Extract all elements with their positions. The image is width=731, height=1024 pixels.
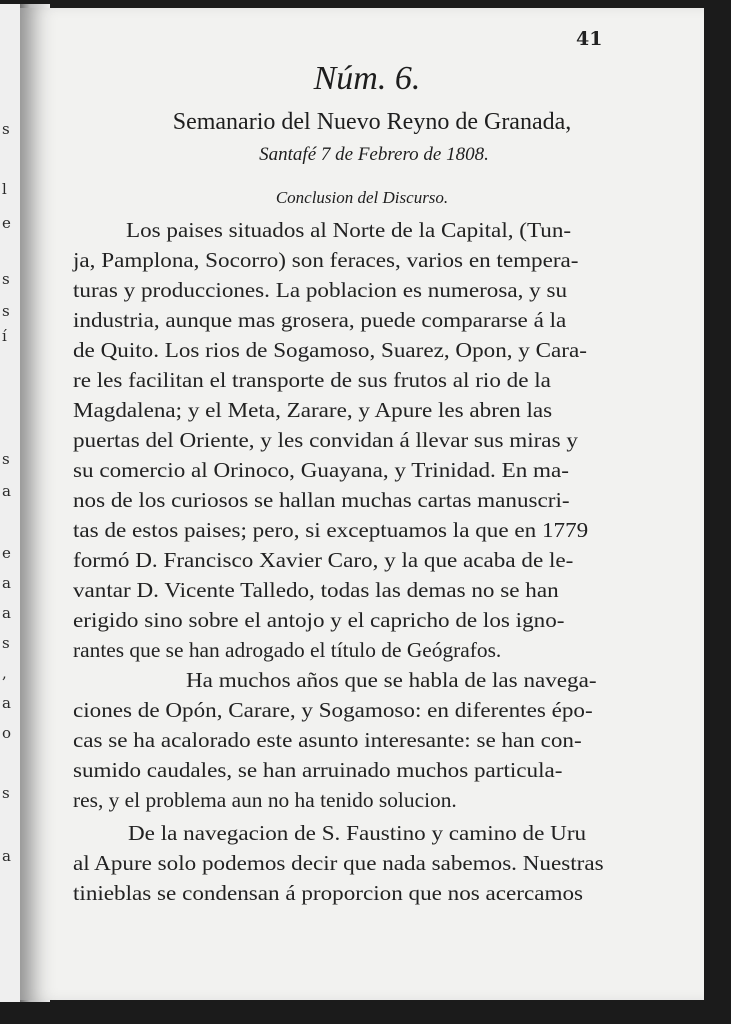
issue-number: Núm. 6. (313, 60, 421, 97)
left-edge-fragment: a (2, 847, 11, 865)
text-line: erigido sino sobre el antojo y el capricho de los igno- (73, 608, 565, 632)
left-edge-fragment: , (2, 664, 7, 682)
left-page-edge (0, 4, 21, 1002)
left-edge-fragment: s (2, 120, 10, 138)
left-edge-fragment: s (2, 634, 10, 652)
text-line: rantes que se han adrogado el título de Geógrafos. (73, 638, 502, 662)
text-line: vantar D. Vicente Talledo, todas las demas no se han (73, 578, 559, 602)
text-line: formó D. Francisco Xavier Caro, y la que acaba de le- (73, 548, 574, 572)
left-edge-fragment: a (2, 604, 11, 622)
left-edge-fragment: a (2, 482, 11, 500)
left-edge-fragment: s (2, 784, 10, 802)
page-number: 41 (576, 28, 603, 50)
left-edge-fragment: l (2, 180, 7, 198)
text-line: Los paises situados al Norte de la Capital, (Tun- (126, 218, 572, 242)
text-line: re les facilitan el transporte de sus frutos al rio de la (73, 368, 551, 392)
left-edge-fragment: e (2, 544, 11, 562)
text-line: res, y el problema aun no ha tenido solucion. (73, 788, 457, 812)
text-line: puertas del Oriente, y les convidan á llevar sus miras y (73, 428, 578, 452)
text-line: su comercio al Orinoco, Guayana, y Trinidad. En ma- (73, 458, 569, 482)
periodical-title: Semanario del Nuevo Reyno de Granada, (172, 109, 572, 135)
dateline: Santafé 7 de Febrero de 1808. (259, 144, 489, 165)
left-edge-fragment: o (2, 724, 12, 742)
text-line: Ha muchos años que se habla de las navega- (186, 668, 597, 692)
book-page (20, 8, 704, 1000)
text-line: cas se ha acalorado este asunto interesante: se han con- (73, 728, 582, 752)
left-edge-fragment: e (2, 214, 11, 232)
left-edge-fragment: s (2, 450, 10, 468)
text-line: sumido caudales, se han arruinado muchos particula- (73, 758, 563, 782)
text-line: De la navegacion de S. Faustino y camino de Uru (128, 821, 587, 845)
text-line: tas de estos paises; pero, si exceptuamos la que en 1779 (73, 518, 589, 542)
text-line: al Apure solo podemos decir que nada sabemos. Nuestras (73, 851, 604, 875)
left-edge-fragment: a (2, 694, 11, 712)
left-edge-fragment: í (2, 327, 7, 345)
text-line: de Quito. Los rios de Sogamoso, Suarez, Opon, y Cara- (73, 338, 587, 362)
left-edge-fragment: a (2, 574, 11, 592)
text-line: ciones de Opón, Carare, y Sogamoso: en diferentes épo- (73, 698, 593, 722)
text-line: turas y producciones. La poblacion es numerosa, y su (73, 278, 567, 302)
text-line: nos de los curiosos se hallan muchas cartas manuscri- (73, 488, 570, 512)
text-line: ja, Pamplona, Socorro) son feraces, varios en tempera- (73, 248, 579, 272)
text-line: industria, aunque mas grosera, puede compararse á la (73, 308, 567, 332)
section-heading: Conclusion del Discurso. (275, 188, 449, 207)
text-line: Magdalena; y el Meta, Zarare, y Apure les abren las (73, 398, 553, 422)
left-edge-fragment: s (2, 302, 10, 320)
left-edge-fragment: s (2, 270, 10, 288)
text-line: tinieblas se condensan á proporcion que nos acercamos (73, 881, 583, 905)
